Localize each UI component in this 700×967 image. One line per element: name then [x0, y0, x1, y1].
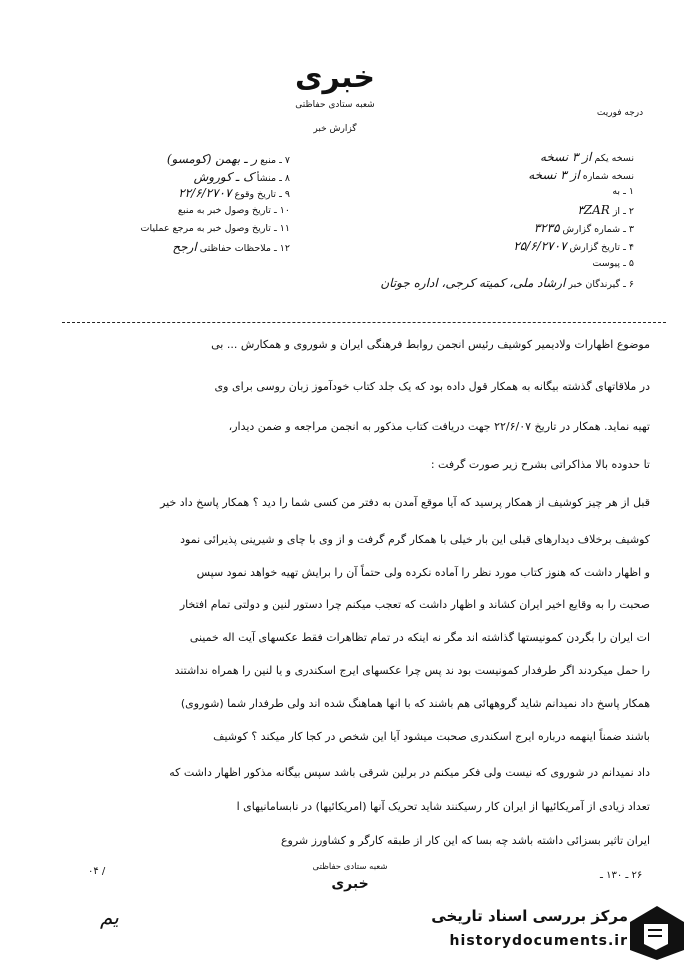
field-label: ۱۰ ـ تاریخ وصول خبر به منبع: [177, 205, 290, 216]
body-line: همکار پاسخ داد نمیدانم شاید گروههائی هم باشند که با انها هماهنگ شده اند ولی طرفدار شما (شوروی): [180, 697, 650, 710]
field-label: ۱۱ ـ تاریخ وصول خبر به مرجع عملیات: [140, 223, 290, 234]
body-line: ات ایران را بگردن کمونیستها گذاشته اند مگر نه اینکه در تمام تظاهرات فقط عکسهای آیت اله خمینی: [189, 631, 650, 644]
office-name: شعبه ستادی حفاظتی: [295, 100, 375, 110]
footer-left-code: ۰۴ /: [88, 866, 106, 877]
field-label: ۹ ـ تاریخ وقوع: [234, 189, 290, 200]
logo-url: historydocuments.ir: [449, 933, 628, 949]
field-label: ۵ ـ پیوست: [592, 258, 634, 269]
footer-page-code: ۲۶ ـ ۱۳۰ ـ: [600, 870, 643, 881]
body-line: کوشیف برخلاف دیدارهای قبلی این بار خیلی با همکار گرم گرفت و از وی با چای و شیرینی پذیرائی نمود: [180, 533, 650, 546]
field-label: ۱ ـ به: [612, 186, 634, 197]
field-from: [577, 203, 634, 217]
field-label: ۴ ـ تاریخ گزارش: [569, 242, 634, 253]
field-value: ارشاد ملی، کمیته کرجی، اداره جوتان: [380, 276, 566, 290]
field-attachment: [592, 258, 634, 269]
subject-text: اظهارات ولادیمیر کوشیف رئیس انجمن روابط فرهنگی ایران و شوروی و همکارش ... بی: [211, 338, 614, 351]
field-security-notes: [172, 240, 290, 254]
field-recipients: [380, 276, 634, 290]
field-value: از ۳ نسخه: [539, 150, 592, 164]
field-label: ۳ ـ شماره گزارش: [562, 224, 634, 235]
field-label: ۶ ـ گیرندگان خبر: [568, 279, 634, 290]
body-line: را حمل میکردند اگر طرفدار کمونیست بود ند پس چرا عکسهای ایرج اسکندری و یا لنین را همراه نداشتند: [174, 664, 650, 677]
logo-name: مرکز بررسی اسناد تاریخی: [431, 907, 628, 925]
body-line: در ملاقاتهای گذشته بیگانه به همکار قول داده بود که یک جلد کتاب خودآموز زبان روسی برای وی: [214, 380, 650, 393]
field-source: [167, 152, 290, 166]
subject-line: [10, 338, 650, 351]
field-label: نسخه شماره: [582, 171, 634, 182]
document-title: خبری: [294, 60, 376, 95]
header-divider: [62, 322, 666, 323]
field-label: ۱۲ ـ ملاحظات حفاظتی: [199, 243, 290, 254]
field-value: ارجح: [172, 240, 197, 254]
field-value: ۲۲/۶/۲۷۰۷: [178, 186, 232, 200]
field-report-date: [513, 239, 634, 253]
body-line: داد نمیدانم در شوروی که نیست ولی فکر میکنم در برلین شرقی باشد سپس بیگانه مذکور اظهار داشت که: [169, 766, 650, 779]
field-value: ۳۲۳۵: [533, 221, 560, 235]
subject-label: موضوع: [616, 338, 650, 351]
field-label: ۸ ـ منشأ: [256, 173, 290, 184]
body-line: تهیه نماید. همکار در تاریخ ۲۲/۶/۰۷ جهت دریافت کتاب مذکور به انجمن مراجعه و ضمن دیدار،: [228, 420, 650, 433]
body-line: تا حدوده بالا مذاکراتی بشرح زیر صورت گرفت :: [430, 458, 650, 471]
field-label: ۲ ـ از: [612, 206, 634, 217]
footer-title: خبری: [331, 876, 369, 892]
document-arrow-icon: [626, 904, 688, 962]
handwritten-mark: یم: [100, 905, 119, 929]
urgency-label: درجه فوریت: [596, 108, 644, 118]
field-receipt-source: [178, 205, 290, 216]
field-label: نسخه یکم: [594, 153, 634, 164]
field-event-date: [178, 186, 290, 200]
field-copy: [540, 150, 634, 164]
report-label: گزارش خبر: [313, 124, 357, 134]
field-report-number: [534, 221, 634, 235]
footer-office: شعبه ستادی حفاظتی: [312, 862, 388, 872]
body-line: تعداد زیادی از آمریکائیها از ایران کار رسیکنند شاید تحریک آنها (امریکائیها) در نابسامانیهای ا: [236, 800, 650, 813]
field-to: [612, 186, 634, 197]
field-value: ۲۵/۶/۲۷۰۷: [513, 239, 567, 253]
body-line: باشند ضمناً اینهمه درباره ایرج اسکندری صحبت میشود آیا این شخص در کجا کار میکند ؟ کوشیف: [213, 730, 650, 743]
body-line: ایران تاثیر بسزائی داشته باشد چه بسا که این کار از طبقه کارگر و کشاورز شروع: [280, 834, 650, 847]
field-value: ک ـ کوروش: [193, 170, 254, 184]
body-line: صحبت را به وقایع اخیر ایران کشاند و اظهار داشت که تعجب میکنم چرا دستور لنین و دولتی تمام افتخار: [179, 598, 650, 611]
field-copy-number: [528, 168, 634, 182]
field-value: از ۳ نسخه: [528, 168, 580, 182]
field-value: ۳ZAR: [577, 203, 610, 217]
field-receipt-ops: [141, 223, 291, 234]
body-line: قبل از هر چیز کوشیف از همکار پرسید که آیا موقع آمدن به دفتر من کسی شما را دید ؟ همکار پاسخ داد خیر: [160, 496, 650, 509]
field-value: ر ـ بهمن (کومسو): [166, 152, 258, 166]
field-label: ۷ ـ منبع: [260, 155, 290, 166]
body-line: و اظهار داشت که هنوز کتاب مورد نظر را آماده نکرده ولی حتماً آن را برایش تهیه خواهد نمود سپس: [196, 566, 650, 579]
field-origin: [194, 170, 290, 184]
